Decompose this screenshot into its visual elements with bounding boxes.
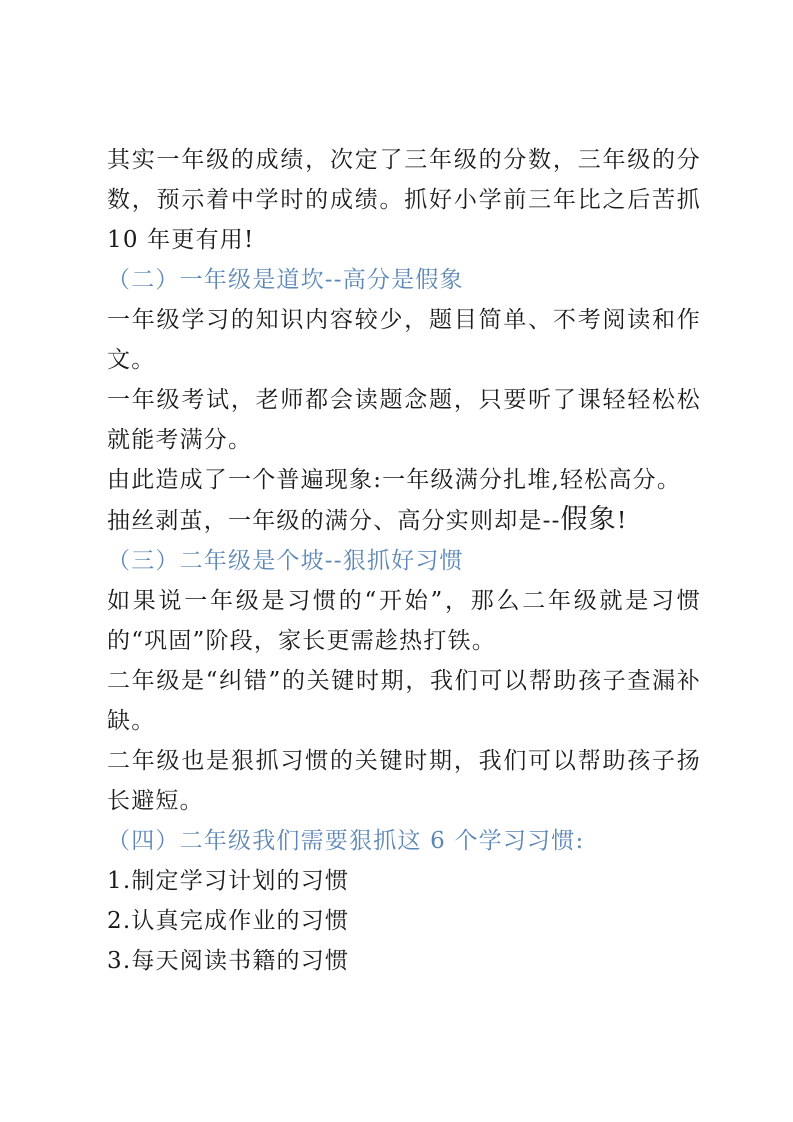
document-page [107, 140, 701, 981]
list-item-habit-1: 1.制定学习计划的习惯 [107, 868, 350, 894]
illusion-tail: ! [616, 508, 628, 534]
heading-grade2-habits: （三）二年级是个坡--狠抓好习惯 [107, 548, 464, 574]
paragraph-grade2-habit-period: 二年级也是狠抓习惯的关键时期，我们可以帮助孩子扬长避短。 [107, 748, 701, 814]
heading-grade1-high-score: （二）一年级是道坎--高分是假象 [107, 267, 464, 293]
paragraph-grade2-consolidation: 如果说一年级是习惯的“开始”，那么二年级就是习惯的“巩固”阶段，家长更需趁热打铁。 [107, 588, 701, 654]
illusion-text: 抽丝剥茧，一年级的满分、高分实则却是-- [107, 508, 561, 534]
paragraph-grade2-correction: 二年级是“纠错”的关键时期，我们可以帮助孩子查漏补缺。 [107, 668, 701, 734]
paragraph-common-phenomenon: 由此造成了一个普遍现象:一年级满分扎堆,轻松高分。 [107, 467, 682, 493]
paragraph-grade1-content: 一年级学习的知识内容较少，题目简单、不考阅读和作文。 [107, 307, 701, 373]
heading-six-habits: （四）二年级我们需要狠抓这 6 个学习习惯: [107, 828, 585, 854]
list-item-habit-2: 2.认真完成作业的习惯 [107, 908, 350, 934]
paragraph-grade1-exam: 一年级考试，老师都会读题念题，只要听了课轻轻松松就能考满分。 [107, 387, 701, 453]
paragraph-illusion [107, 500, 701, 541]
list-item-habit-3: 3.每天阅读书籍的习惯 [107, 948, 350, 974]
illusion-emphasis: 假象 [560, 504, 617, 535]
paragraph-grade1-importance: 其实一年级的成绩，次定了三年级的分数，三年级的分数，预示着中学时的成绩。抓好小学前三年比之后苦抓10 年更有用! [107, 147, 701, 253]
